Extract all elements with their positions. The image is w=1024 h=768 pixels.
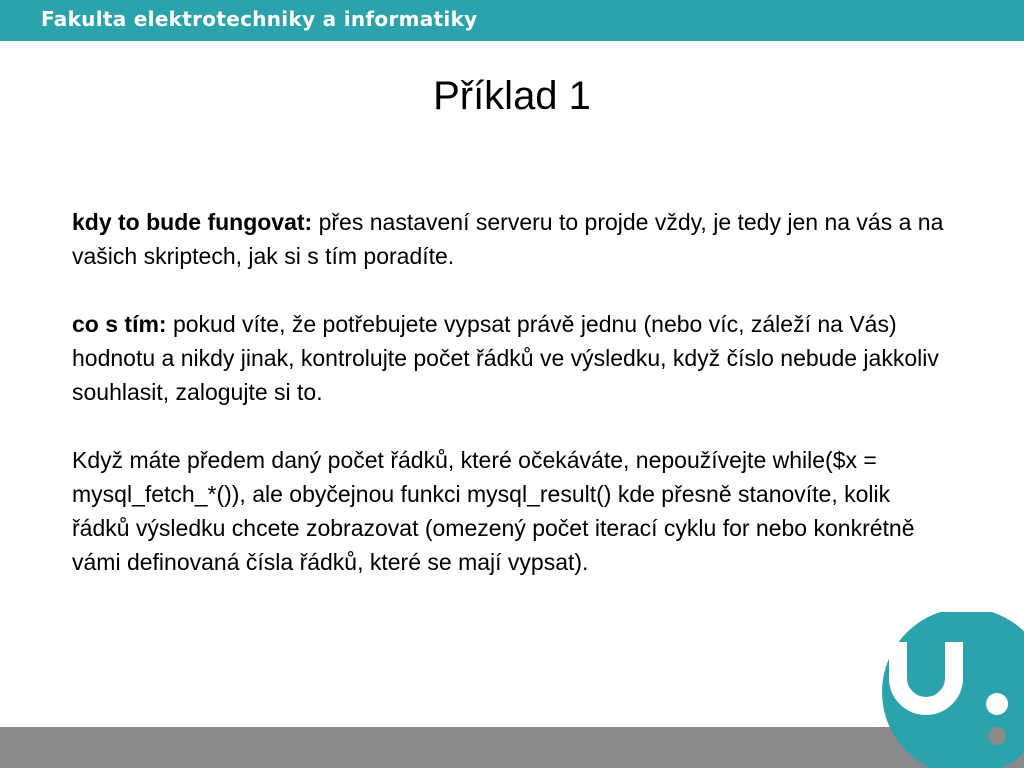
paragraph-when-it-works — [72, 205, 952, 273]
paragraph-text: Když máte předem daný počet řádků, které očekáváte, nepoužívejte while($x = mysql_fetch_*()), ale obyčejnou funkci mysql_result() kde přesně stanovíte, kolik řádků výsledku chcete zobrazovat (omezený počet iterací cyklu for nebo konkrétně vámi definovaná čísla řádků, které se mají vypsat). — [72, 447, 915, 575]
paragraph-lead: kdy to bude fungovat: — [72, 209, 313, 235]
footer-bar — [0, 727, 1024, 768]
paragraph-text: pokud víte, že potřebujete vypsat právě jednu (nebo víc, záleží na Vás) hodnotu a nikdy jinak, kontrolujte počet řádků ve výsledku, když číslo nebude jakkoliv souhlasit, zalogujte si to. — [72, 311, 939, 405]
paragraph-advice — [72, 443, 952, 579]
header-bar — [0, 0, 1024, 41]
paragraph-lead: co s tím: — [72, 311, 167, 337]
slide-title: Příklad 1 — [433, 74, 591, 118]
slide-content — [72, 205, 952, 613]
university-u-logo-icon — [880, 612, 1024, 768]
logo-dot-lower — [988, 727, 1006, 745]
paragraph-text: přes nastavení serveru to projde vždy, je tedy jen na vás a na vašich skriptech, jak si s tím poradíte. — [72, 209, 944, 269]
paragraph-what-to-do — [72, 307, 952, 409]
logo-dot-upper — [986, 693, 1008, 715]
faculty-name: Fakulta elektrotechniky a informatiky — [41, 7, 478, 31]
